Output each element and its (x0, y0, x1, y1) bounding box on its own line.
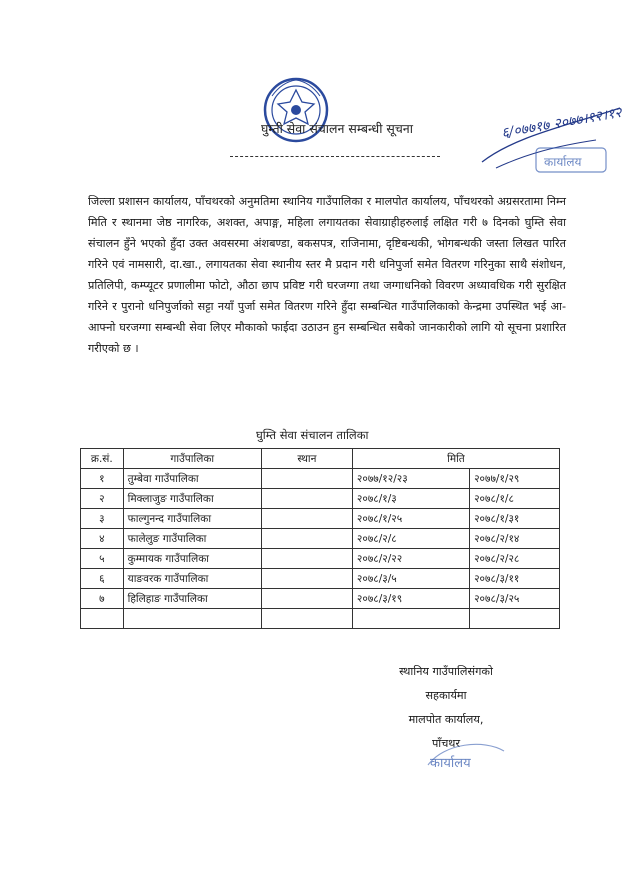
row-place (261, 509, 352, 529)
row-serial: ६ (81, 569, 124, 589)
row-date-from: २०७८/१/२५ (352, 509, 469, 529)
row-place (261, 589, 352, 609)
row-serial: १ (81, 469, 124, 489)
schedule-title: घुम्ति सेवा संचालन तालिका (256, 428, 369, 442)
row-date-from: २०७८/३/५ (352, 569, 469, 589)
header-place: स्थान (261, 449, 352, 469)
row-municipality: मिक्लाजुङ गाउँपालिका (123, 489, 261, 509)
row-date-from: २०७८/१/३ (352, 489, 469, 509)
table-row (81, 529, 560, 549)
svg-text:कार्यालय: कार्यालय (544, 155, 582, 169)
stamp-text: कार्यालय (430, 756, 471, 771)
table-header-row (81, 449, 560, 469)
header-date: मिति (352, 449, 559, 469)
row-date-to: २०७८/३/२५ (470, 589, 560, 609)
notice-title: घुम्ती सेवा संचालन सम्बन्धी सूचना (261, 121, 413, 136)
table-row (81, 509, 560, 529)
handwritten-reference-number: ६/०७७१७ २०७७।१२।१२ (500, 104, 623, 142)
table-row (81, 469, 560, 489)
row-date-to: २०७८/१/३१ (470, 509, 560, 529)
row-place (261, 609, 352, 629)
signature-line-1: स्थानिय गाउँपालिसंगको (399, 665, 493, 678)
row-serial: २ (81, 489, 124, 509)
row-place (261, 489, 352, 509)
row-municipality: तुम्बेवा गाउँपालिका (123, 469, 261, 489)
row-municipality: याङवरक गाउँपालिका (123, 569, 261, 589)
table-row (81, 489, 560, 509)
notice-body: जिल्ला प्रशासन कार्यालय, पाँचथरको अनुमतिमा स्थानिय गाउँपालिका र मालपोत कार्यालय, पाँचथरको अग्रसरतामा निम्न मिति र स्थानमा जेष्ठ नागरिक, अशक्त, अपाङ्ग, महिला लगायतका सेवाग्राहीहरुलाई लक्षित गरी ७ दिनको घुम्ति सेवा संचालन हुँने भएको हुँदा उक्त अवसरमा अंशबण्डा, बकसपत्र, राजिनामा, दृष्टिबन्धकी, भोगबन्धकी जस्ता लिखत पारित गरिने एवं नामसारी, दा.खा., लगायतका सेवा स्थानीय स्तर मै प्रदान गरी धनिपुर्जा समेत वितरण गरिनुका साथै संशोधन, प्रतिलिपी, कम्प्यूटर प्रणालीमा फोटो, औठा छाप प्रविष्ट गरी घरजग्गा तथा जग्गाधनिको विवरण अध्यावधिक गरी सुरक्षित गरिने र पुरानो धनिपुर्जाको सट्टा नयाँ पुर्जा समेत वितरण गरिने हुँदा सम्बन्धित गाउँपालिकाको केन्द्रमा उपस्थित भई आ-आफ्नो घरजग्गा सम्बन्धी सेवा लिएर मौकाको फाईदा उठाउन हुन सम्बन्धित सबैको जानकारीको लागि यो सूचना प्रशारित गरीएको छ । (88, 195, 566, 355)
row-date-to: २०७८/३/११ (470, 569, 560, 589)
row-date-from: २०७८/३/१९ (352, 589, 469, 609)
row-serial: ४ (81, 529, 124, 549)
row-date-to: २०७७/१/२९ (470, 469, 560, 489)
row-municipality: कुम्मायक गाउँपालिका (123, 549, 261, 569)
row-serial: ५ (81, 549, 124, 569)
row-date-from (352, 609, 469, 629)
signature-line-2: सहकार्यमा (425, 689, 467, 702)
row-municipality (123, 609, 261, 629)
header-municipality: गाउँपालिका (123, 449, 261, 469)
row-place (261, 569, 352, 589)
row-serial: ७ (81, 589, 124, 609)
row-municipality: फालेलुङ गाउँपालिका (123, 529, 261, 549)
row-date-from: २०७८/२/८ (352, 529, 469, 549)
office-stamp-icon (424, 735, 508, 775)
row-serial: ३ (81, 509, 124, 529)
table-row (81, 569, 560, 589)
signature-line-4: पाँचथर (431, 737, 461, 750)
table-row (81, 609, 560, 629)
schedule-table (80, 448, 560, 629)
row-date-to: २०७८/१/८ (470, 489, 560, 509)
signature-line-3: मालपोत कार्यालय, (408, 713, 484, 726)
row-date-to: २०७८/२/१४ (470, 529, 560, 549)
header-serial: क्र.सं. (81, 449, 124, 469)
row-municipality: हिलिहाङ गाउँपालिका (123, 589, 261, 609)
row-date-from: २०७७/१२/२३ (352, 469, 469, 489)
row-date-from: २०७८/२/२२ (352, 549, 469, 569)
row-municipality: फाल्गुनन्द गाउँपालिका (123, 509, 261, 529)
title-divider (230, 156, 440, 157)
office-stamp-icon (532, 142, 612, 178)
table-row (81, 549, 560, 569)
row-place (261, 549, 352, 569)
row-date-to (470, 609, 560, 629)
row-place (261, 529, 352, 549)
table-row (81, 589, 560, 609)
row-serial (81, 609, 124, 629)
row-date-to: २०७८/२/२८ (470, 549, 560, 569)
row-place (261, 469, 352, 489)
